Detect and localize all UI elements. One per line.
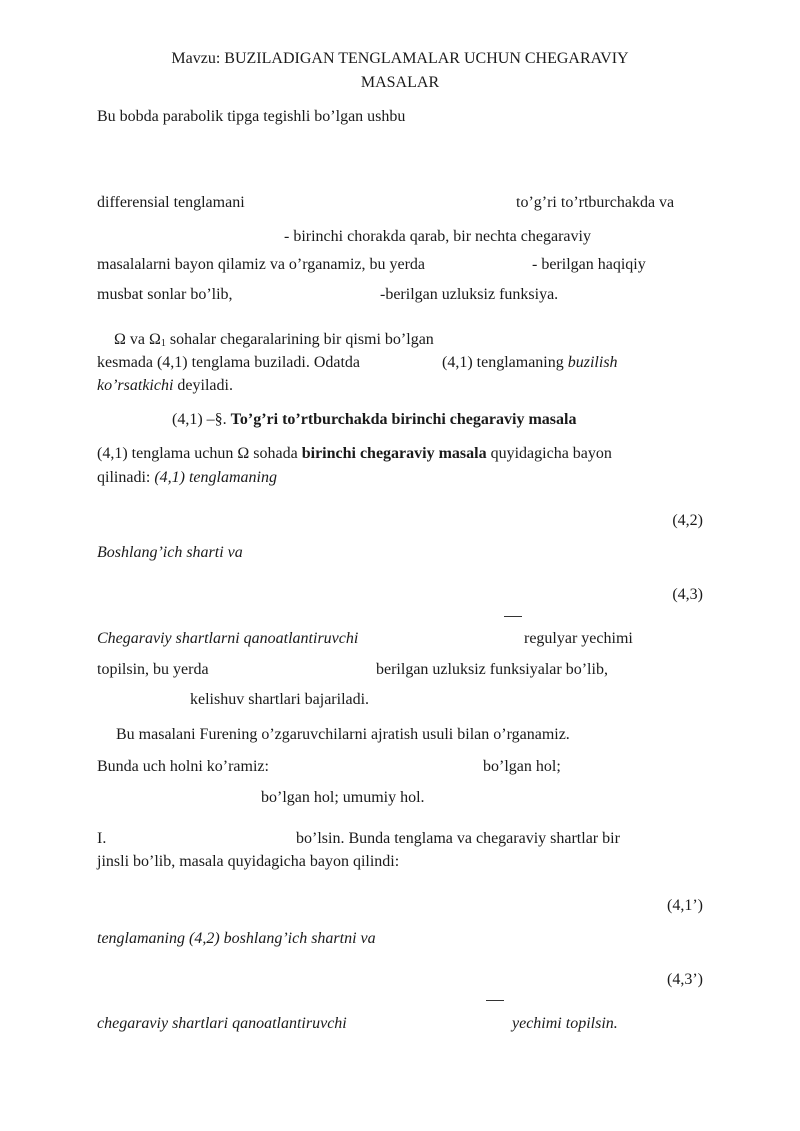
text-degeneracy: (4,1) tenglamaning buzilish xyxy=(442,354,618,371)
text-agreement-conditions: kelishuv shartlari bajariladi. xyxy=(190,691,370,708)
text-case-one: bo’lsin. Bunda tenglama va chegaraviy shartlar bir xyxy=(296,830,620,847)
text-positive-numbers: musbat sonlar bo’lib, xyxy=(97,286,233,303)
section-heading: (4,1) –§. To’g’ri to’rtburchakda birinchi chegaraviy masala xyxy=(172,411,577,428)
overline-mark-2 xyxy=(486,1000,504,1001)
text-first-quadrant: - birinchi chorakda qarab, bir nechta chegaraviy xyxy=(284,228,591,245)
text-stated: qilinadi: (4,1) tenglamaning xyxy=(97,469,277,486)
text-case-a: bo’lgan hol; xyxy=(483,758,561,775)
equation-number-4-3: (4,3) xyxy=(672,586,703,603)
text-first-boundary-problem: (4,1) tenglama uchun Ω sohada birinchi chegaraviy masala quyidagicha bayon xyxy=(97,445,612,462)
text-fourier-method: Bu masalani Furening o’zgaruvchilarni ajratish usuli bilan o’rganamiz. xyxy=(116,726,570,743)
text-problems: masalalarni bayon qilamiz va o’rganamiz, bu yerda xyxy=(97,256,426,273)
text-regular-solution: regulyar yechimi xyxy=(524,630,633,647)
text-differensial: differensial tenglamani xyxy=(97,194,245,211)
equation-number-4-2: (4,2) xyxy=(672,512,703,529)
title-line-1: Mavzu: BUZILADIGAN TENGLAMALAR UCHUN CHEGARAVIY xyxy=(171,50,629,67)
paragraph-intro: Bu bobda parabolik tipga tegishli bo’lgan ushbu xyxy=(97,108,406,125)
equation-number-4-3-prime: (4,3’) xyxy=(667,971,703,988)
text-case-one-label: I. xyxy=(97,830,107,847)
text-segment-degenerate: kesmada (4,1) tenglama buziladi. Odatda xyxy=(97,354,361,371)
title-line-2: MASALAR xyxy=(360,74,440,91)
text-initial-condition: Boshlang’ich sharti va xyxy=(97,544,243,561)
overline-mark xyxy=(504,616,522,617)
text-given-functions: berilgan uzluksiz funksiyalar bo’lib, xyxy=(376,661,608,678)
text-initial-condition-2: tenglamaning (4,2) boshlang’ich shartni va xyxy=(97,930,376,947)
equation-number-4-1-prime: (4,1’) xyxy=(667,897,703,914)
text-boundary-conditions-2: chegaraviy shartlari qanoatlantiruvchi xyxy=(97,1015,347,1032)
text-homogeneous: jinsli bo’lib, masala quyidagicha bayon qilindi: xyxy=(97,853,400,870)
text-three-cases: Bunda uch holni ko’ramiz: xyxy=(97,758,269,775)
text-boundary-conditions: Chegaraviy shartlarni qanoatlantiruvchi xyxy=(97,630,359,647)
text-found-here: topilsin, bu yerda xyxy=(97,661,209,678)
text-solution-found: yechimi topilsin. xyxy=(512,1015,618,1032)
text-real-given: - berilgan haqiqiy xyxy=(532,256,646,273)
text-rectangle: to’g’ri to’rtburchakda va xyxy=(516,194,675,211)
text-continuous-function: -berilgan uzluksiz funksiya. xyxy=(380,286,559,303)
text-case-b-general: bo’lgan hol; umumiy hol. xyxy=(261,789,425,806)
text-indicator: ko’rsatkichi deyiladi. xyxy=(97,377,233,394)
text-omega-regions: Ω va $\Omega_1$ sohalar chegaralarining bir qismi bo’lgan xyxy=(114,331,434,349)
